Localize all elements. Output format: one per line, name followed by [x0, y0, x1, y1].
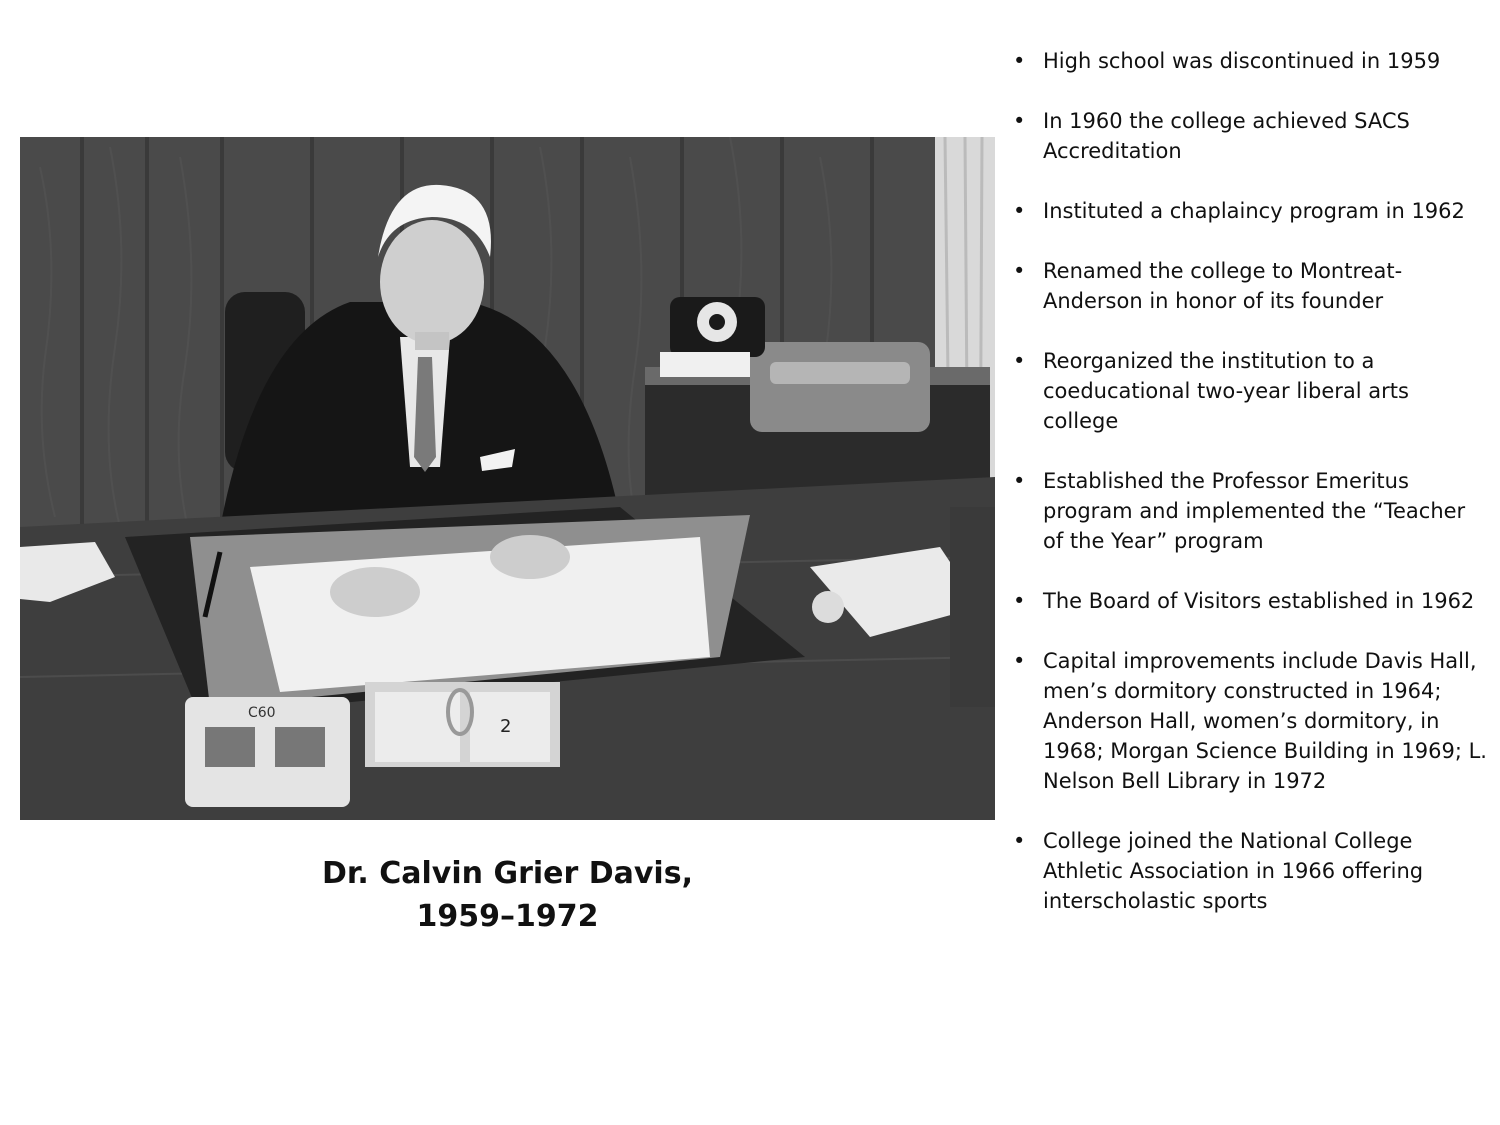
list-item-text: Reorganized the institution to a coeducational two-year liberal arts college — [1043, 349, 1409, 433]
list-item-text: College joined the National College Athletic Association in 1966 offering interscholastic sports — [1043, 829, 1424, 913]
list-item-text: Instituted a chaplaincy program in 1962 — [1043, 199, 1465, 223]
tray-label: C60 — [248, 705, 276, 721]
bullet-icon: • — [1013, 589, 1026, 613]
bullet-icon: • — [1013, 469, 1026, 493]
caption-years: 1959–1972 — [416, 899, 599, 934]
list-item-text: Established the Professor Emeritus program and implemented the “Teacher of the Year” program — [1043, 469, 1466, 553]
bullet-icon: • — [1013, 649, 1026, 673]
calendar-day: 2 — [500, 716, 512, 737]
caption-name: Dr. Calvin Grier Davis, — [322, 856, 693, 891]
list-item-text: High school was discontinued in 1959 — [1043, 49, 1441, 73]
photo-caption — [20, 852, 995, 938]
bullet-icon: • — [1013, 829, 1026, 853]
bullet-icon: • — [1013, 49, 1026, 73]
list-item-text: Renamed the college to Montreat-Anderson in honor of its founder — [1043, 259, 1403, 313]
list-item — [1010, 106, 1490, 166]
list-item-text: The Board of Visitors established in 1962 — [1043, 589, 1475, 613]
list-item — [1010, 346, 1490, 436]
list-item — [1010, 46, 1490, 76]
list-item — [1010, 256, 1490, 316]
bullet-icon: • — [1013, 199, 1026, 223]
list-item — [1010, 586, 1490, 616]
list-item — [1010, 826, 1490, 916]
list-item — [1010, 196, 1490, 226]
photo-illustration — [20, 137, 995, 820]
bullet-icon: • — [1013, 259, 1026, 283]
accomplishments-list — [1010, 46, 1490, 946]
president-photo — [20, 137, 995, 820]
bullet-icon: • — [1013, 349, 1026, 373]
list-item — [1010, 466, 1490, 556]
list-item — [1010, 646, 1490, 796]
list-item-text: In 1960 the college achieved SACS Accreditation — [1043, 109, 1410, 163]
list-item-text: Capital improvements include Davis Hall, men’s dormitory constructed in 1964; Anderson Hall, women’s dormitory, in 1968; Morgan Science Building in 1969; L. Nelson Bell Library in 1972 — [1043, 649, 1487, 793]
bullet-icon: • — [1013, 109, 1026, 133]
